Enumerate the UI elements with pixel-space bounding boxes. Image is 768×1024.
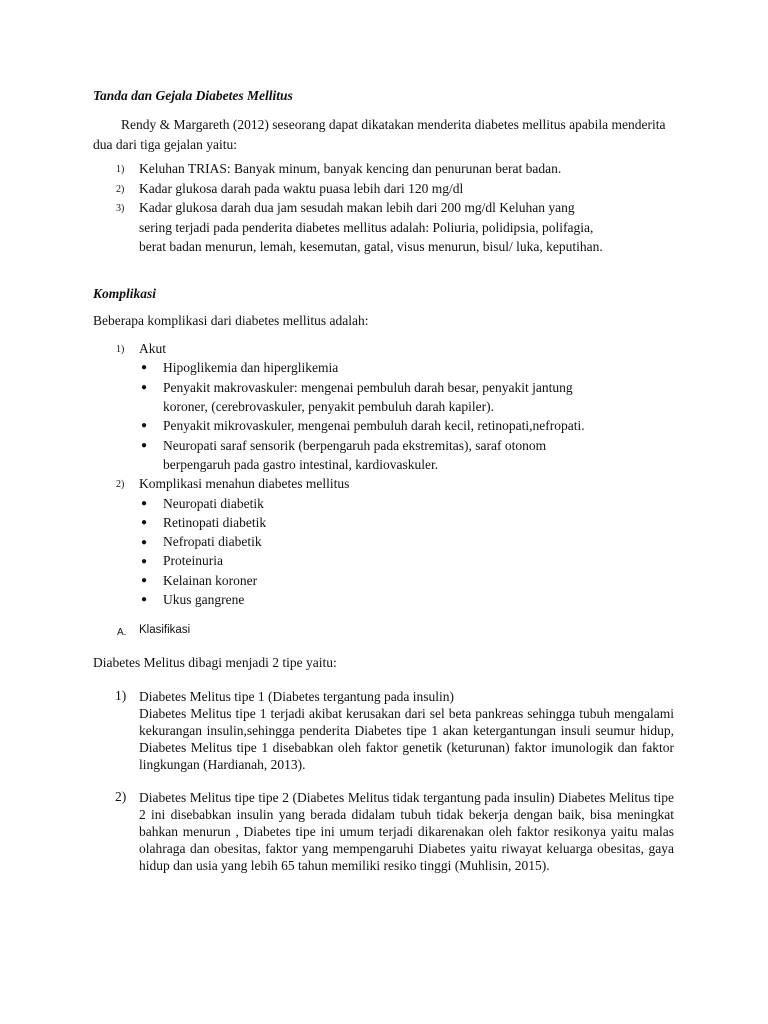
bullet-icon: ● <box>141 362 148 373</box>
bullet-item: Kelainan koroner <box>163 573 258 588</box>
section-title-komplikasi: Komplikasi <box>93 286 157 301</box>
list-number: 1) <box>115 688 127 703</box>
bullet-item: Retinopati diabetik <box>163 515 267 530</box>
list-item-body: Diabetes Melitus tipe 1 terjadi akibat kerusakan dari sel beta pankreas sehingga tubuh mengalami kekurangan insulin,sehingga penderita Diabetes tipe 1 akan ketergantungan insuli seumur hidup, Diabetes Melitus tipe 1 disebabkan oleh faktor genetik (keturunan) faktor imunologik dan faktor lingkungan (Hardianah, 2013). <box>139 706 674 772</box>
komplikasi-intro: Beberapa komplikasi dari diabetes mellitus adalah: <box>93 313 369 328</box>
bullet-item: Proteinuria <box>163 553 223 568</box>
section-title-tanda-gejala: Tanda dan Gejala Diabetes Mellitus <box>93 88 293 103</box>
bullet-item: Hipoglikemia dan hiperglikemia <box>163 360 339 375</box>
list-number: 3) <box>116 203 125 214</box>
bullet-item: Ukus gangrene <box>163 592 245 607</box>
list-item-continuation: berat badan menurun, lemah, kesemutan, gatal, visus menurun, bisul/ luka, keputihan. <box>139 239 603 254</box>
group-label-akut: Akut <box>139 341 166 356</box>
bullet-item: Penyakit makrovaskuler: mengenai pembuluh darah besar, penyakit jantung <box>163 380 573 395</box>
list-item-block <box>139 688 674 773</box>
bullet-icon: ● <box>141 594 148 605</box>
list-number: 2) <box>116 479 125 490</box>
list-item: Keluhan TRIAS: Banyak minum, banyak kencing dan penurunan berat badan. <box>139 161 562 176</box>
bullet-icon: ● <box>141 575 148 586</box>
intro-paragraph: Rendy & Margareth (2012) seseorang dapat dikatakan menderita diabetes mellitus apabila menderita dua dari tiga gejalan yaitu: <box>93 117 666 152</box>
subsection-letter: A. <box>117 627 127 638</box>
bullet-item-continuation: berpengaruh pada gastro intestinal, kardiovaskuler. <box>163 457 439 472</box>
bullet-icon: ● <box>141 498 148 509</box>
subsection-title-klasifikasi: Klasifikasi <box>139 624 191 636</box>
list-item-heading: Diabetes Melitus tipe 1 (Diabetes tergantung pada insulin) <box>139 689 455 704</box>
list-item: Kadar glukosa darah dua jam sesudah makan lebih dari 200 mg/dl Keluhan yang <box>139 200 575 215</box>
list-item-continuation: sering terjadi pada penderita diabetes mellitus adalah: Poliuria, polidipsia, polifagia, <box>139 220 594 235</box>
bullet-icon: ● <box>141 517 148 528</box>
bullet-icon: ● <box>141 537 148 548</box>
bullet-icon: ● <box>141 556 148 567</box>
list-item-body: Diabetes Melitus tipe tipe 2 (Diabetes Melitus tidak tergantung pada insulin) Diabetes Melitus tipe 2 ini disebabkan insulin yang berada didalam tubuh tidak bekerja dengan baik, bisa meningkat bahkan menurun , Diabetes tipe ini umum terjadi dikarenakan oleh faktor resikonya yaitu malas olahraga dan obesitas, faktor yang mempengaruhi Diabetes yaitu riwayat keluarga obesitas, gaya hidup dan usia yang lebih 65 tahun memiliki resiko tinggi (Muhlisin, 2015). <box>139 790 674 873</box>
bullet-icon: ● <box>141 382 148 393</box>
list-item: Kadar glukosa darah pada waktu puasa lebih dari 120 mg/dl <box>139 181 464 196</box>
list-number: 1) <box>116 164 125 175</box>
list-number: 2) <box>116 184 125 195</box>
bullet-icon: ● <box>141 440 148 451</box>
list-number: 1) <box>116 344 125 355</box>
bullet-item: Neuropati diabetik <box>163 496 264 511</box>
group-label-menahun: Komplikasi menahun diabetes mellitus <box>139 476 350 491</box>
klasifikasi-intro: Diabetes Melitus dibagi menjadi 2 tipe yaitu: <box>93 655 337 670</box>
bullet-icon: ● <box>141 420 148 431</box>
bullet-item-continuation: koroner, (cerebrovaskuler, penyakit pembuluh darah kapiler). <box>163 399 495 414</box>
bullet-item: Neuropati saraf sensorik (berpengaruh pada ekstremitas), saraf otonom <box>163 438 547 453</box>
list-number: 2) <box>115 789 127 804</box>
bullet-item: Nefropati diabetik <box>163 534 262 549</box>
bullet-item: Penyakit mikrovaskuler, mengenai pembuluh darah kecil, retinopati,nefropati. <box>163 418 585 433</box>
